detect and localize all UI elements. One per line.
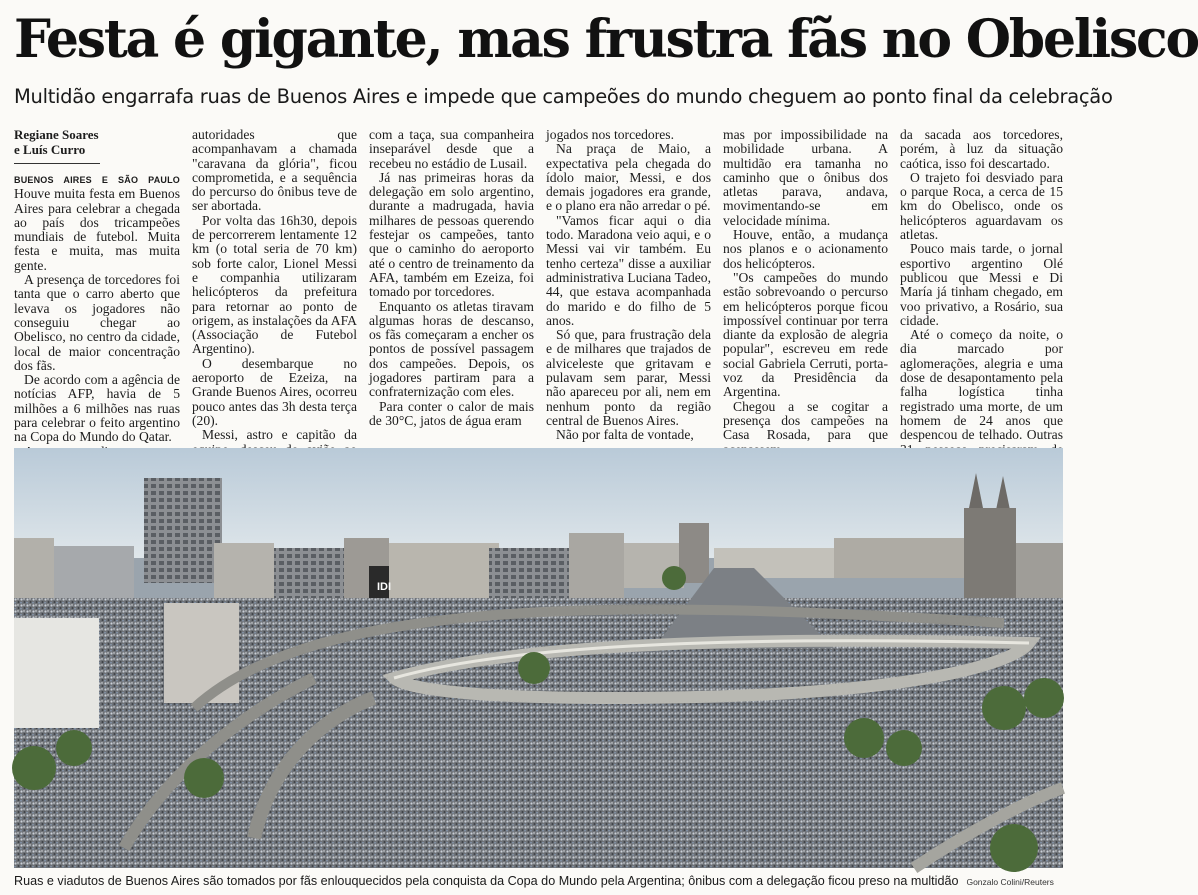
crowd-photo <box>14 448 1063 868</box>
article-paragraph: "Vamos ficar aqui o dia todo. Maradona veio aqui, e o Messi vai vir também. Eu tenho certeza" disse a auxiliar administrativa Luciana Tadeo, 44, que estava acompanhada do marido e do filho de 5 anos. <box>546 212 711 328</box>
article-paragraph: Messi, astro e capitão da <box>202 427 357 443</box>
article-column-1 <box>14 127 180 445</box>
article-paragraph: Houve, então, a mudança nos planos e o acionamento dos helicópteros. <box>723 227 888 271</box>
billboard-sign: IDI <box>377 581 392 593</box>
article-column-3 <box>369 128 534 428</box>
subheadline: Multidão engarrafa ruas de Buenos Aires e impede que campeões do mundo cheguem ao ponto final da celebração <box>14 85 1113 108</box>
article-paragraph: Enquanto os atletas tiravam algumas horas de descanso, os fãs começaram a encher os pontos de possível passagem dos campeões. Depois, os jogadores partiram para a confraternização com eles. <box>369 298 534 400</box>
article-paragraph: jogados nos torcedores. <box>546 127 674 142</box>
article-paragraph: A presença de torcedores foi tanta que o carro aberto que levava os jogadores não conseguiu chegar ao Obelisco, no centro da cidade, local de maior concentração dos fãs. <box>14 272 180 373</box>
article-column-4 <box>546 127 711 443</box>
article-paragraph: De acordo com a agência de notícias AFP, havia de 5 milhões a 6 milhões nas ruas para celebrar o feito argentino na Copa do Mundo do Qatar. <box>14 372 180 445</box>
article-paragraph: O desembarque no aeroporto de Ezeiza, na Grande Buenos Aires, ocorreu pouco antes das 3h desta terça (20). <box>192 355 357 428</box>
author-name: e Luís Curro <box>14 141 86 157</box>
article-paragraph: Até o começo da noite, o dia marcado por aglomerações, alegria e uma dose de desapontamento pela falha logística tinha registrado uma morte, de um homem de 24 anos que despencou de telhado. Outras <box>900 327 1063 443</box>
article-paragraph: com a taça, sua companheira inseparável desde que a recebeu no estádio de Lusail. <box>369 127 534 171</box>
headline: Festa é gigante, mas frustra fãs no Obelisco <box>14 9 1198 70</box>
article-paragraph: autoridades que acompanhavam a chamada "caravana da glória", ficou comprometida, e a sequência do percurso do ônibus teve de ser abortada. <box>192 127 357 214</box>
article-paragraph: da sacada aos torcedores, porém, à luz da situação caótica, isso foi descartado. <box>900 127 1063 171</box>
article-paragraph: "Os campeões do mundo estão sobrevoando o percurso em helicópteros porque ficou impossível continuar por terra diante da explosão de alegria popular", escreveu em rede social Gabriela Cerruti, porta-voz da Presidência da Argentina. <box>723 269 888 400</box>
byline-divider <box>14 163 100 164</box>
photo-caption <box>14 871 1063 891</box>
crowd-photo-illustration <box>14 448 1063 868</box>
article-paragraph: O trajeto foi desviado para o parque Roca, a cerca de 15 km do Obelisco, onde os helicópteros aguardavam os atletas. <box>900 169 1063 243</box>
article-paragraph: Só que, para frustração dela e de milhares que trajados de alviceleste que gritavam e pulavam sem parar, Messi não apareceu por ali, nem em nenhum ponto da região central de Buenos Aires. <box>546 327 711 428</box>
article-paragraph: Não por falta de vontade, <box>556 427 694 443</box>
article-paragraph: Pouco mais tarde, o jornal esportivo argentino Olé publicou que Messi e Di María já tinham chegado, em voo privativo, a Rosário, sua cidade. <box>900 241 1063 328</box>
dateline: BUENOS AIRES E SÃO PAULO <box>14 175 180 185</box>
article-paragraph: Chegou a se cogitar a presença dos campeões na Casa Rosada, para que <box>723 398 888 443</box>
article-paragraph: Na praça de Maio, a expectativa pela chegada do ídolo maior, Messi, e dos demais jogadores era grande, e o plano era não arredar o pé. <box>546 141 711 214</box>
article-paragraph: BUENOS AIRES E SÃO PAULO Houve muita festa em Buenos Aires para celebrar a chegada ao país dos tricampeões mundiais de futebol. Muita festa e muita, mas muita gente. <box>14 175 180 273</box>
article-paragraph: mas por impossibilidade na mobilidade urbana. A multidão era tamanha no caminho que o ônibus dos atletas parava, andava, movimentando-se em velocidade mínima. <box>723 127 888 228</box>
byline <box>14 128 180 157</box>
caption-text: Ruas e viadutos de Buenos Aires são tomados por fãs enlouquecidos pela conquista da Copa do Mundo pela Argentina; ônibus com a delegação ficou preso na multidão <box>14 874 959 888</box>
author-name: Regiane Soares <box>14 127 99 142</box>
article-paragraph: Para conter o calor de mais de 30°C, jatos de água eram <box>369 398 534 428</box>
article-column-6 <box>900 127 1063 443</box>
article-column-5 <box>723 127 888 443</box>
article-paragraph: Já nas primeiras horas da delegação em solo argentino, durante a madrugada, havia milhares de pessoas querendo festejar os campeões, tanto que o caminho do aeroporto até o centro de treinamento da AFA, também em Ezeiza, foi tomado por torcedores. <box>369 169 534 300</box>
photo-credit: Gonzalo Colini/Reuters <box>966 877 1054 887</box>
article-paragraph: Por volta das 16h30, depois de percorrerem lentamente 12 km (o total seria de 70 km) sob forte calor, Lionel Messi e companhia utilizaram helicópteros da prefeitura para retornar ao ponto de origem, as instalações da AFA (Associação de Futebol Argentino). <box>192 212 357 357</box>
article-column-2 <box>192 127 357 443</box>
building <box>14 618 99 728</box>
